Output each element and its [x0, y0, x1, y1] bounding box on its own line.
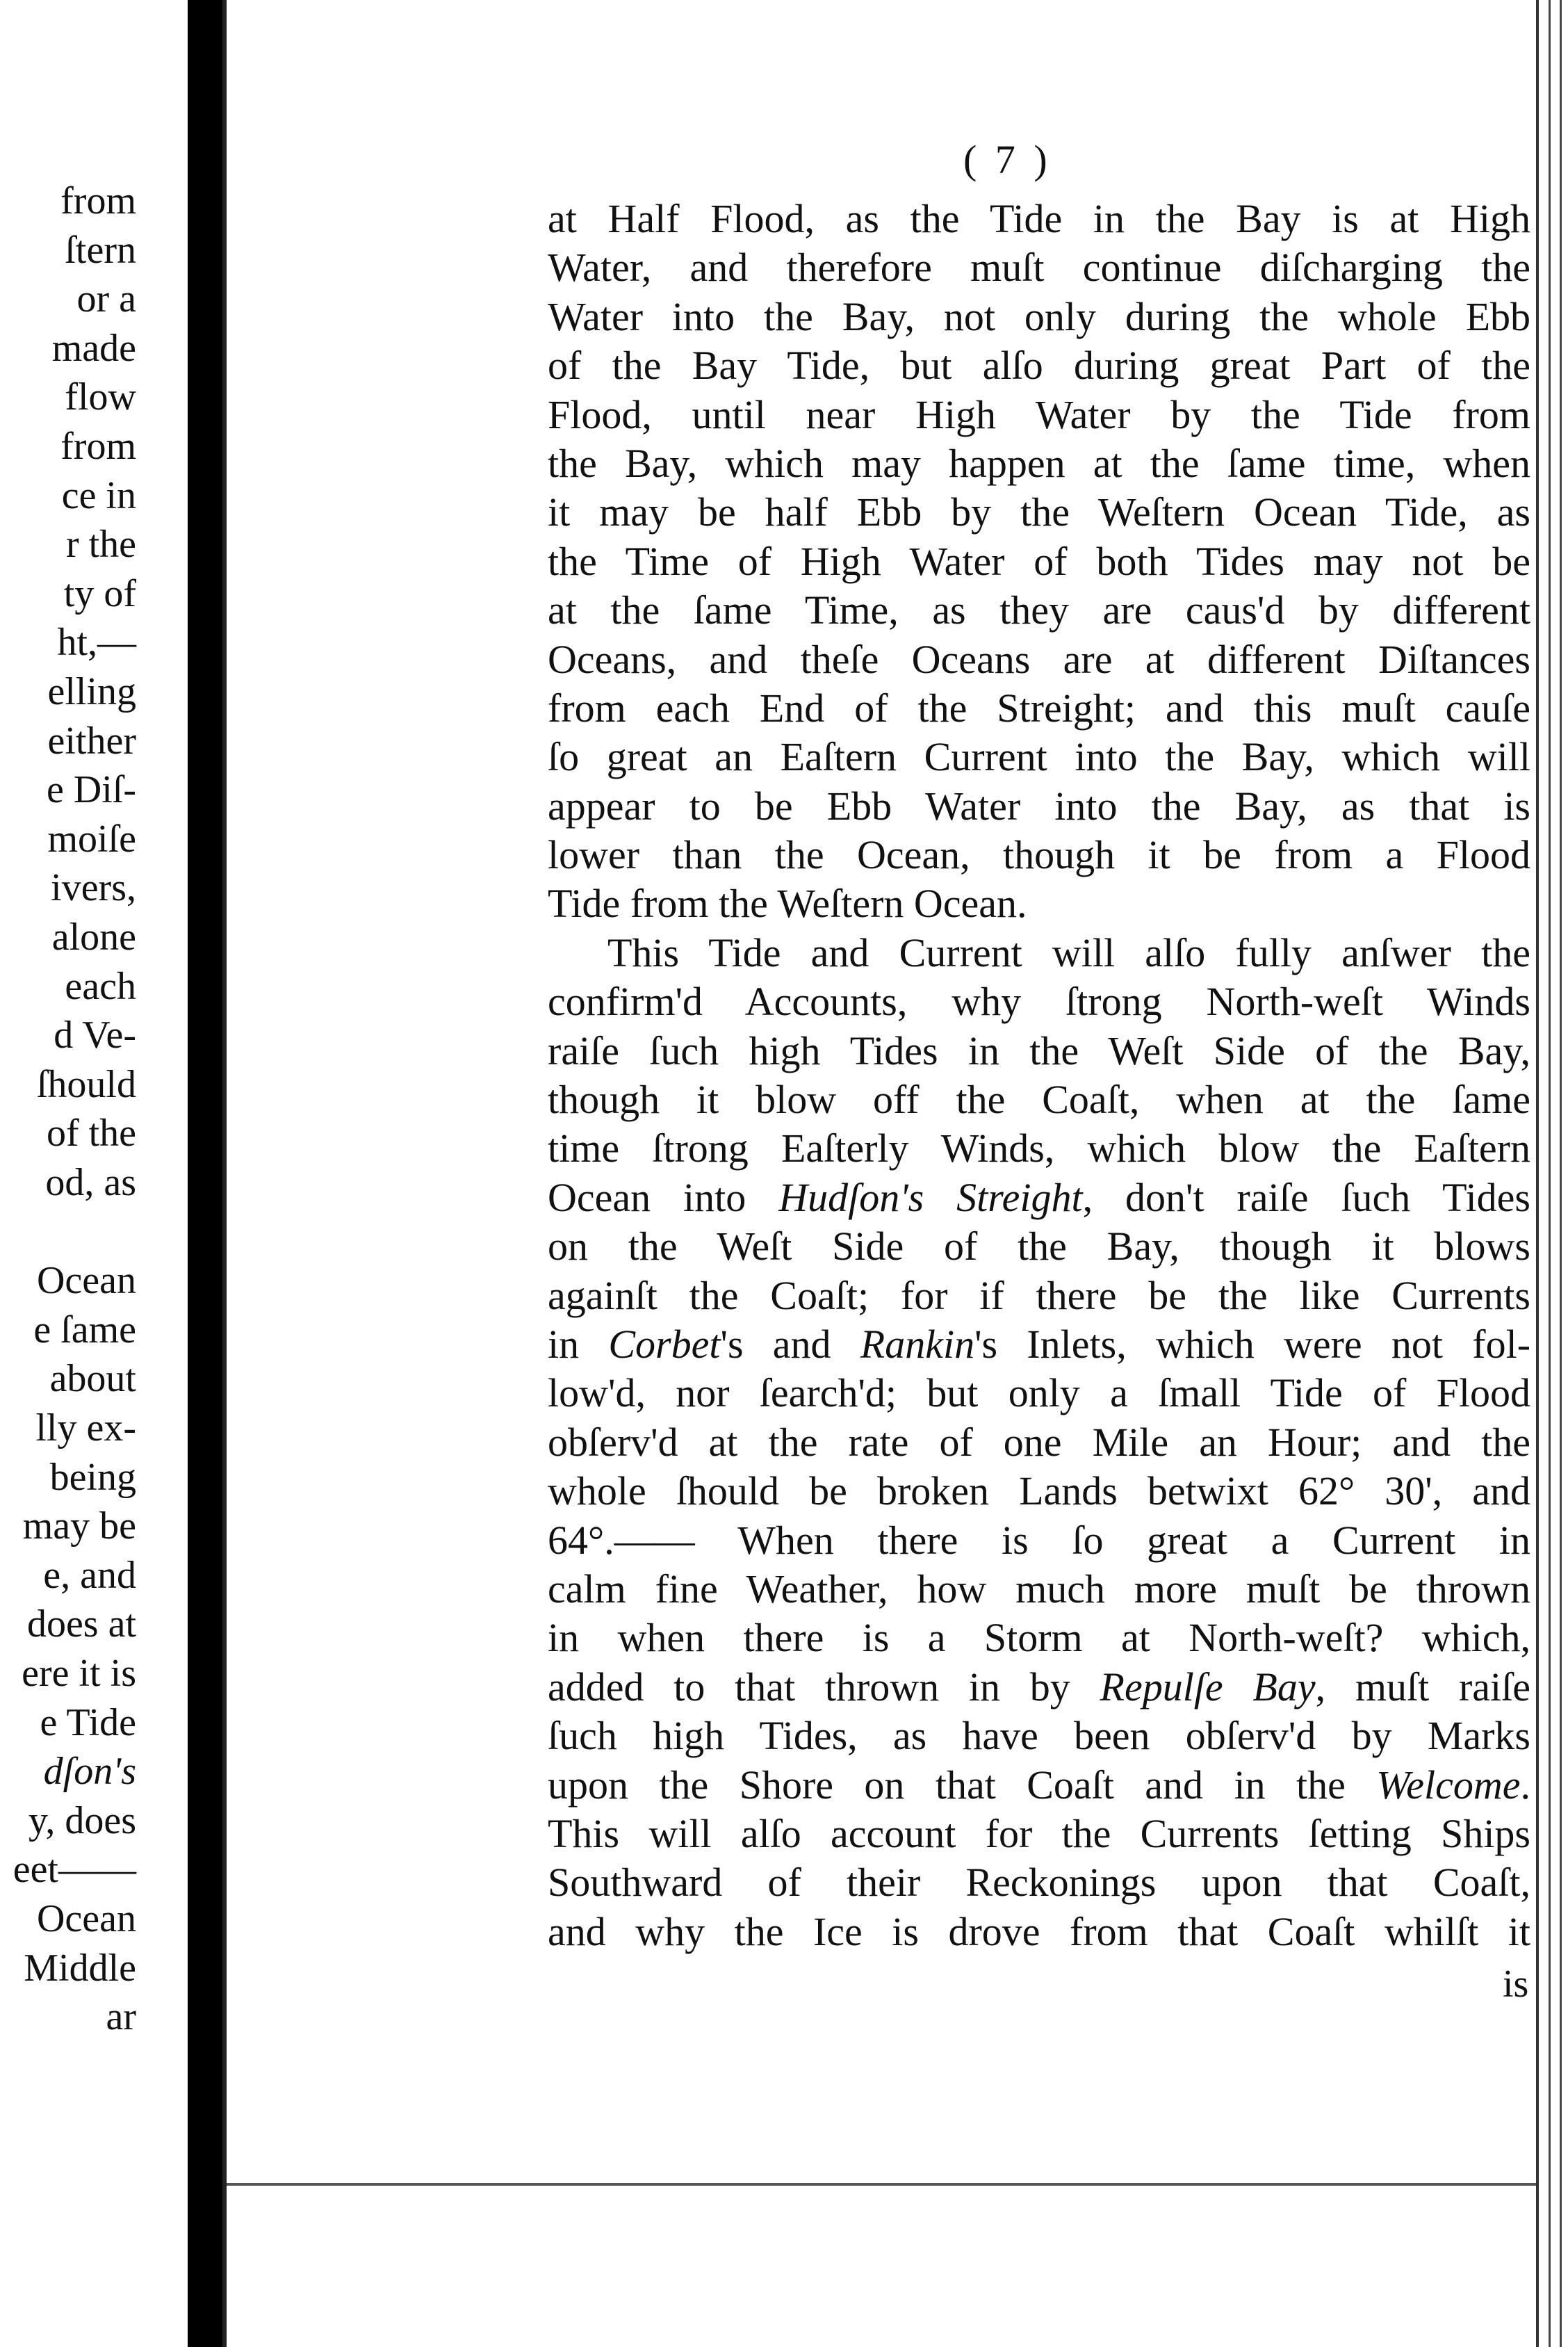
left-page-fragment: ſhould — [36, 1062, 136, 1106]
text-line: raiſe ſuch high Tides in the Weſt Side of the Bay, — [548, 1028, 1530, 1073]
text-line: the Bay, which may happen at the ſame time, when — [548, 440, 1530, 486]
text-line: and why the Ice is drove from that Coaſt whilſt it — [548, 1908, 1530, 1954]
left-page-fragment: does at — [26, 1602, 136, 1646]
left-page-fragment: e ſame — [33, 1308, 136, 1351]
left-page-fragment: flow — [65, 375, 136, 419]
left-page-fragment: of the — [46, 1112, 136, 1155]
left-page-fragment: d Ve- — [54, 1014, 136, 1057]
left-page-fragment: ty of — [63, 571, 136, 615]
text-line: Ocean into Hudſon's Streight, don't raiſe ſuch Tides — [548, 1174, 1530, 1220]
text-line: on the Weſt Side of the Bay, though it blows — [548, 1224, 1530, 1269]
left-page-fragment: ere it is — [22, 1652, 136, 1695]
text-line: ſo great an Eaſtern Current into the Bay, which will — [548, 734, 1530, 780]
text-line: calm fine Weather, how much more muſt be thrown — [548, 1566, 1530, 1611]
left-page-fragment: from — [60, 425, 136, 468]
left-page-fragment: from — [60, 179, 136, 222]
left-page-fragment: made — [51, 326, 136, 370]
left-page-fragment: lly ex- — [35, 1406, 136, 1449]
page-bottom-edge — [227, 2183, 1540, 2186]
text-line: 64°.—— When there is ſo great a Current in — [548, 1517, 1530, 1563]
text-line: confirm'd Accounts, why ſtrong North-weſt Winds — [548, 979, 1530, 1025]
left-page-fragment: Ocean — [36, 1259, 136, 1303]
text-line: whole ſhould be broken Lands betwixt 62° 30', and — [548, 1468, 1530, 1514]
text-line: Water into the Bay, not only during the whole Ebb — [548, 293, 1530, 339]
left-page-fragment: dſon's — [43, 1750, 136, 1794]
text-line: low'd, nor ſearch'd; but only a ſmall Tide of Flood — [548, 1370, 1530, 1416]
left-page-fragment: elling — [47, 670, 136, 713]
left-page-fragment: e Tide — [40, 1700, 136, 1744]
text-line: it may be half Ebb by the Weſtern Ocean Tide, as — [548, 489, 1530, 535]
text-line: This Tide and Current will alſo fully anſwer the — [607, 929, 1530, 975]
text-line: lower than the Ocean, though it be from a Flood — [548, 832, 1530, 878]
text-line: of the Bay Tide, but alſo during great Part of the — [548, 343, 1530, 389]
text-line: Oceans, and theſe Oceans are at different Diſtances — [548, 636, 1530, 682]
text-line: at Half Flood, as the Tide in the Bay is at High — [548, 196, 1530, 241]
text-line: appear to be Ebb Water into the Bay, as that is — [548, 783, 1530, 829]
text-line: in when there is a Storm at North-weſt? which, — [548, 1615, 1530, 1661]
text-line: at the ſame Time, as they are caus'd by different — [548, 587, 1530, 633]
left-page-fragment: r the — [65, 523, 136, 567]
previous-page-fragment — [0, 0, 188, 2347]
book-page — [222, 0, 1540, 2347]
next-page-edge — [1536, 0, 1568, 2347]
text-line: the Time of High Water of both Tides may not be — [548, 538, 1530, 584]
left-page-fragment: y, does — [28, 1798, 136, 1842]
book-gutter — [188, 0, 222, 2347]
left-page-fragment: eet—— — [13, 1848, 136, 1892]
left-page-fragment: Ocean — [36, 1897, 136, 1940]
left-page-fragment: Middle — [24, 1946, 136, 1990]
left-page-fragment: each — [65, 964, 136, 1008]
text-line: This will alſo account for the Currents ſetting Ships — [548, 1810, 1530, 1856]
catchword: is — [1503, 1963, 1529, 2006]
text-line: upon the Shore on that Coaſt and in the Welcome. — [548, 1762, 1530, 1808]
left-page-fragment: alone — [51, 916, 136, 959]
left-page-fragment: may be — [22, 1504, 136, 1548]
text-line: added to that thrown in by Repulſe Bay, muſt raiſe — [548, 1664, 1530, 1710]
text-line: in Corbet's and Rankin's Inlets, which were not fol- — [548, 1321, 1531, 1367]
left-page-fragment: or a — [76, 277, 136, 321]
left-page-fragment: being — [49, 1455, 136, 1499]
text-line: Flood, until near High Water by the Tide from — [548, 391, 1530, 437]
text-line: obſerv'd at the rate of one Mile an Hour; and the — [548, 1419, 1530, 1465]
left-page-fragment: ar — [106, 1995, 136, 2039]
left-page-fragment: od, as — [45, 1161, 136, 1204]
text-line: ſuch high Tides, as have been obſerv'd by Marks — [548, 1713, 1530, 1759]
page-body — [548, 195, 1530, 1956]
text-line: from each End of the Streight; and this muſt cauſe — [548, 685, 1530, 731]
left-page-fragment: e Diſ- — [46, 768, 136, 812]
text-line: Southward of their Reckonings upon that Coaſt, — [548, 1860, 1530, 1906]
left-page-fragment: moiſe — [47, 817, 136, 861]
page-number: ( 7 ) — [963, 137, 1052, 182]
text-line: Tide from the Weſtern Ocean. — [548, 881, 1027, 927]
left-page-fragment: e, and — [43, 1553, 136, 1597]
text-line: time ſtrong Eaſterly Winds, which blow the Eaſtern — [548, 1126, 1530, 1171]
text-line: though it blow off the Coaſt, when at the ſame — [548, 1077, 1530, 1123]
left-page-fragment: ht,— — [57, 621, 136, 665]
left-page-fragment: ſtern — [65, 228, 136, 272]
left-page-fragment: about — [49, 1357, 136, 1401]
left-page-fragment: ce in — [61, 473, 136, 517]
left-page-fragment: ivers, — [51, 866, 136, 910]
text-line: againſt the Coaſt; for if there be the like Currents — [548, 1272, 1530, 1318]
text-line: Water, and therefore muſt continue diſcharging the — [548, 245, 1530, 291]
left-page-fragment: either — [47, 719, 136, 763]
